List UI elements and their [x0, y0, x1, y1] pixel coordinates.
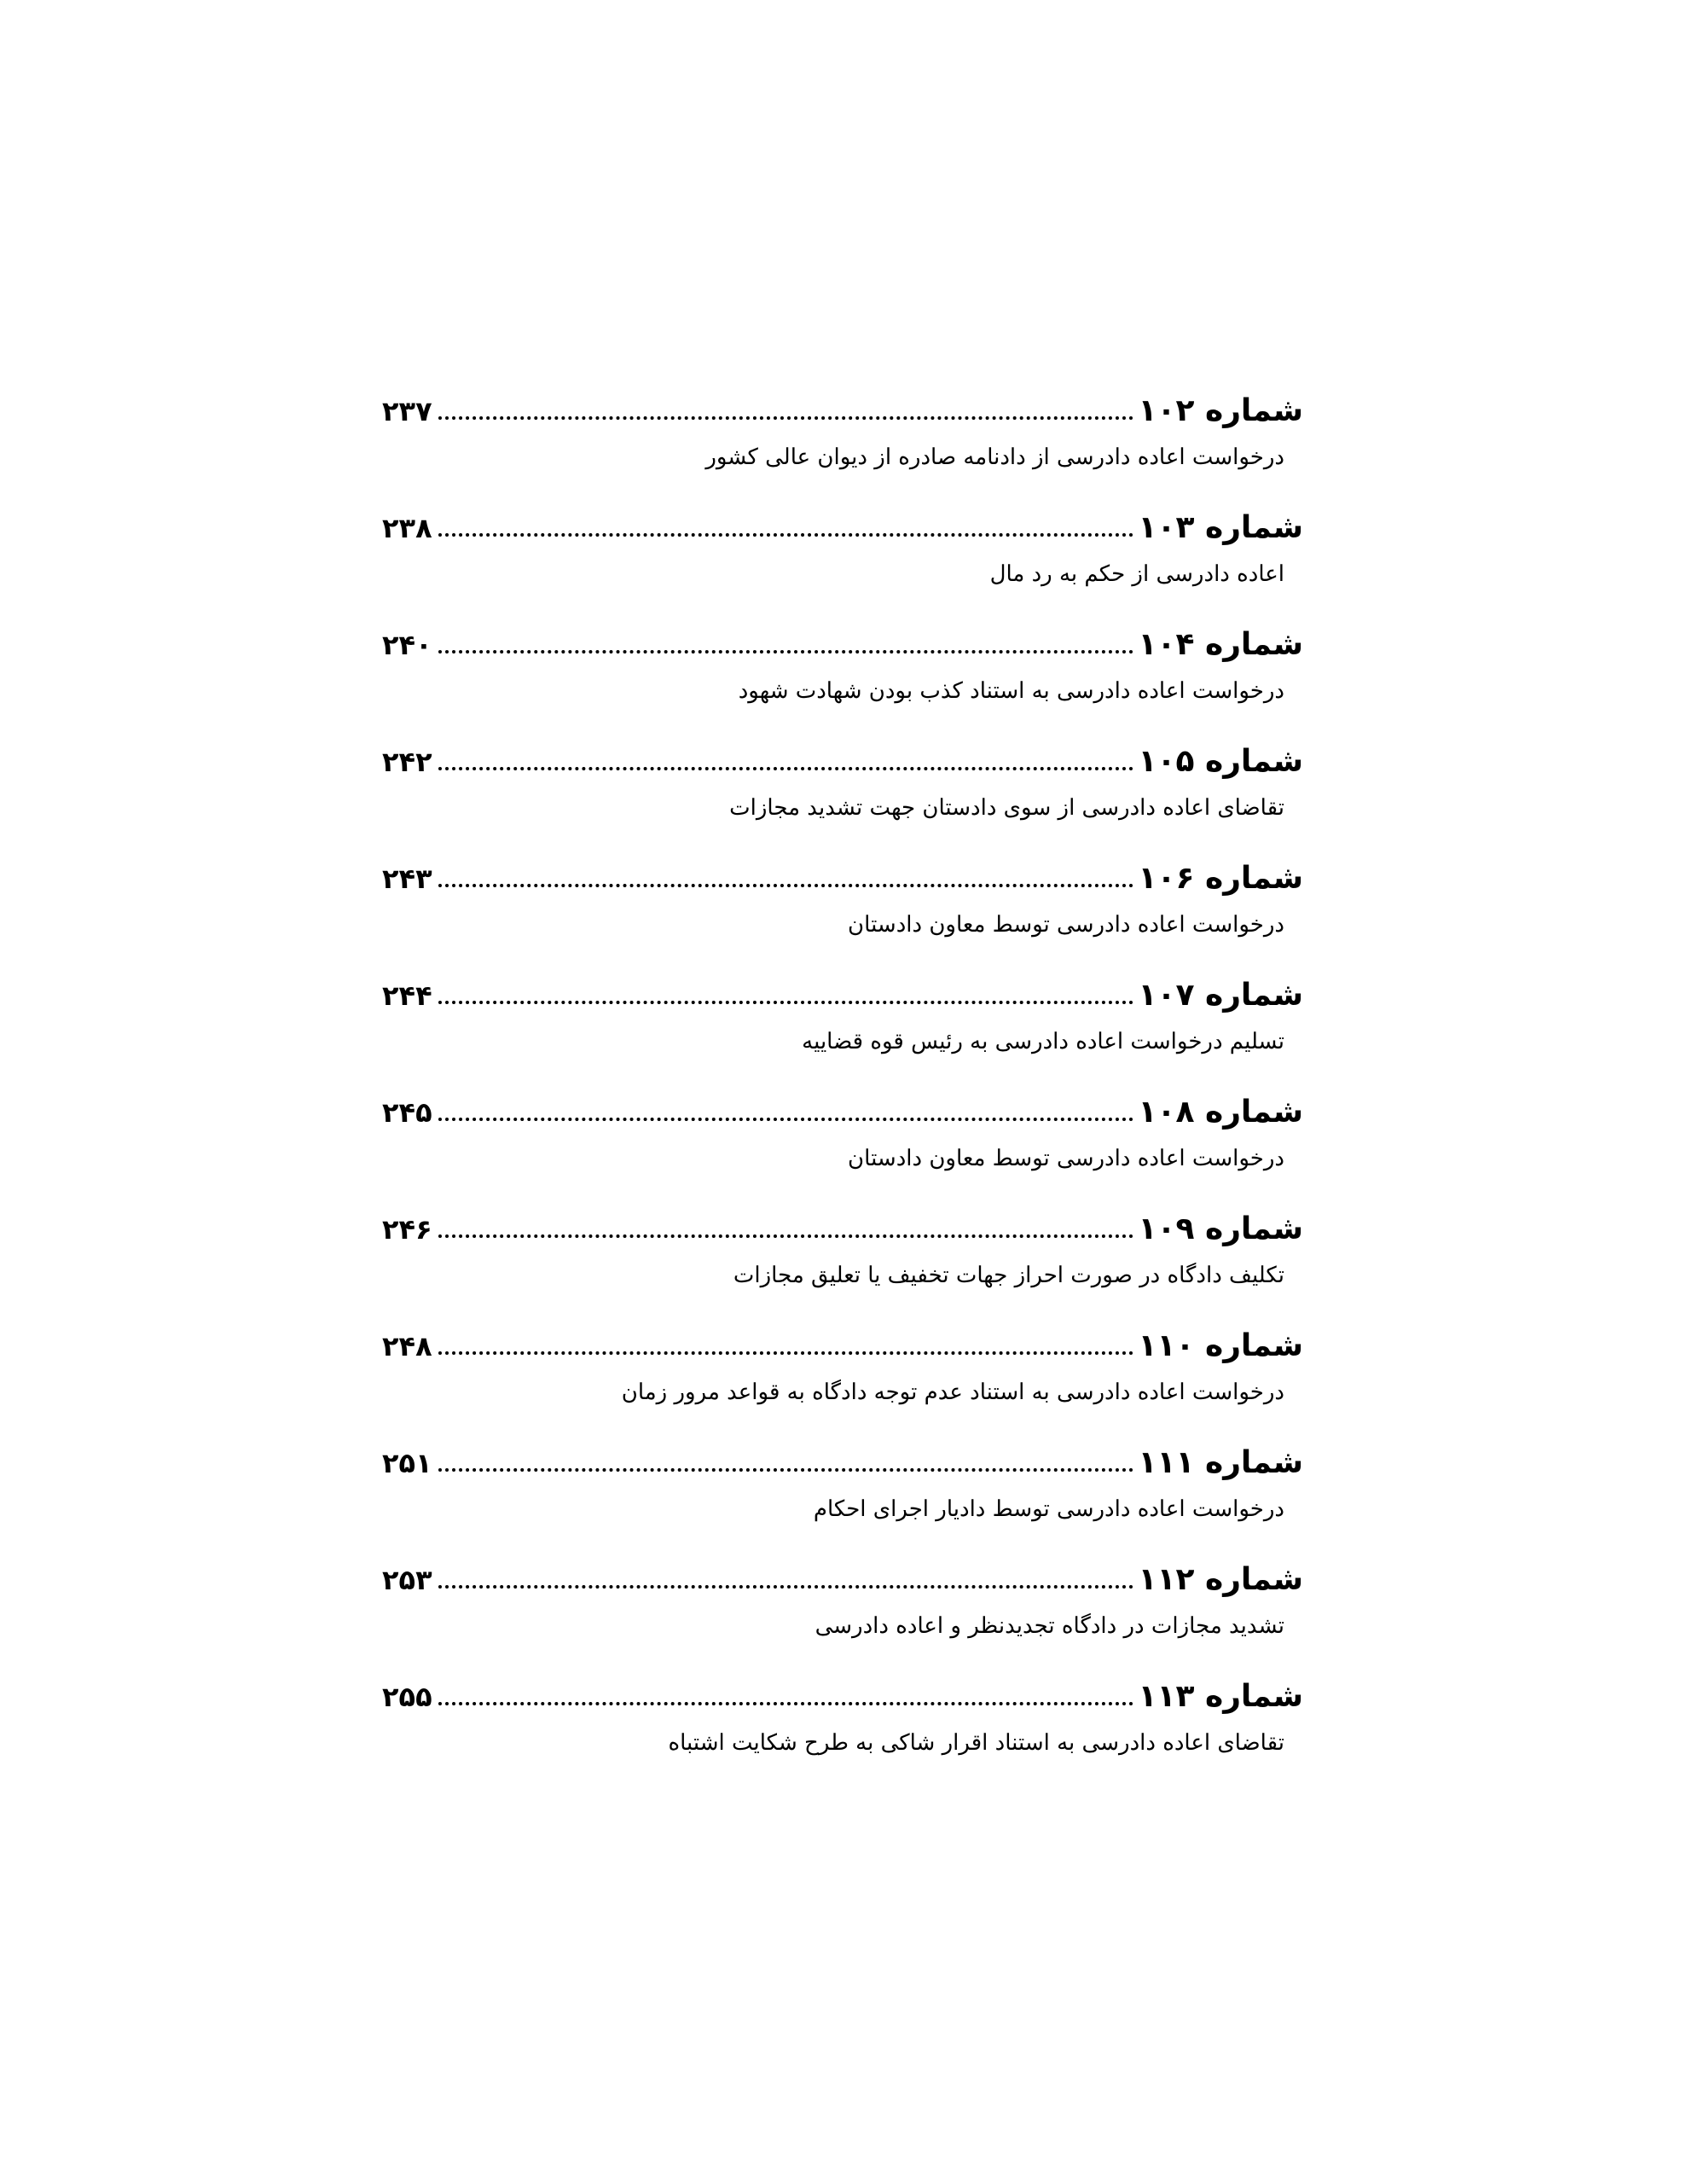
dot-leader — [438, 735, 1133, 770]
toc-page-number: ۲۴۵ — [382, 1096, 432, 1129]
toc-entry-heading — [382, 1202, 1303, 1257]
toc-entry — [382, 1085, 1303, 1202]
toc-entry-description: تقاضای اعاده دادرسی به استناد اقرار شاکی به طرح شکایت اشتباه — [668, 1730, 1284, 1756]
dot-leader — [438, 968, 1133, 1004]
toc-entry-description: درخواست اعاده دادرسی توسط معاون دادستان — [848, 1146, 1284, 1171]
table-of-contents — [382, 384, 1303, 1786]
toc-entry-description: اعاده دادرسی از حکم به رد مال — [989, 561, 1284, 587]
toc-entry-description: درخواست اعاده دادرسی توسط دادیار اجرای احکام — [813, 1496, 1284, 1522]
toc-page-number: ۲۴۰ — [382, 629, 432, 661]
dot-leader — [438, 1202, 1133, 1238]
toc-entry — [382, 968, 1303, 1085]
toc-entry — [382, 618, 1303, 735]
toc-entry-title: شماره ۱۱۰ — [1138, 1328, 1303, 1363]
toc-entry-title: شماره ۱۰۳ — [1138, 510, 1303, 545]
toc-page-number: ۲۴۳ — [382, 863, 432, 895]
toc-entry-title: شماره ۱۰۲ — [1138, 393, 1303, 428]
toc-entry-description: تکلیف دادگاه در صورت احراز جهات تخفیف یا تعلیق مجازات — [733, 1263, 1284, 1288]
dot-leader — [438, 1319, 1133, 1355]
toc-entry-title: شماره ۱۰۷ — [1138, 978, 1303, 1013]
toc-entry-heading — [382, 1436, 1303, 1490]
toc-entry-title: شماره ۱۰۸ — [1138, 1095, 1303, 1130]
toc-entry-description: تشدید مجازات در دادگاه تجدیدنظر و اعاده دادرسی — [815, 1613, 1284, 1639]
toc-entry-heading — [382, 1085, 1303, 1140]
toc-entry-title: شماره ۱۰۴ — [1138, 627, 1303, 662]
toc-page-number: ۲۵۱ — [382, 1447, 432, 1479]
toc-entry — [382, 1670, 1303, 1786]
dot-leader — [438, 618, 1133, 653]
toc-entry-title: شماره ۱۰۵ — [1138, 744, 1303, 779]
toc-entry-title: شماره ۱۱۲ — [1138, 1562, 1303, 1597]
toc-page-number: ۲۴۶ — [382, 1213, 432, 1246]
toc-entry-description: تسلیم درخواست اعاده دادرسی به رئیس قوه قضاییه — [802, 1029, 1284, 1054]
toc-entry-heading — [382, 851, 1303, 906]
toc-entry — [382, 1319, 1303, 1436]
toc-entry-title: شماره ۱۰۹ — [1138, 1211, 1303, 1246]
toc-entry-title: شماره ۱۱۱ — [1138, 1445, 1303, 1480]
toc-entry-description: درخواست اعاده دادرسی به استناد کذب بودن شهادت شهود — [738, 678, 1284, 704]
toc-entry — [382, 384, 1303, 501]
toc-page-number: ۲۳۸ — [382, 512, 432, 544]
toc-entry-title: شماره ۱۱۳ — [1138, 1679, 1303, 1714]
toc-entry-description: درخواست اعاده دادرسی به استناد عدم توجه دادگاه به قواعد مرور زمان — [621, 1380, 1284, 1405]
toc-entry-heading — [382, 384, 1303, 439]
toc-entry-heading — [382, 501, 1303, 555]
toc-entry-heading — [382, 1319, 1303, 1374]
toc-entry-heading — [382, 1670, 1303, 1724]
toc-entry-title: شماره ۱۰۶ — [1138, 861, 1303, 896]
dot-leader — [438, 501, 1133, 537]
toc-entry-heading — [382, 618, 1303, 672]
toc-page-number: ۲۳۷ — [382, 395, 432, 427]
toc-page-number: ۲۴۴ — [382, 979, 432, 1012]
toc-entry — [382, 1436, 1303, 1553]
toc-entry-heading — [382, 735, 1303, 789]
toc-entry — [382, 735, 1303, 851]
dot-leader — [438, 1670, 1133, 1705]
dot-leader — [438, 384, 1133, 420]
toc-entry — [382, 501, 1303, 618]
dot-leader — [438, 1085, 1133, 1121]
toc-page-number: ۲۴۲ — [382, 746, 432, 778]
toc-entry-description: درخواست اعاده دادرسی از دادنامه صادره از دیوان عالی کشور — [705, 444, 1284, 470]
dot-leader — [438, 851, 1133, 887]
toc-entry-description: تقاضای اعاده دادرسی از سوی دادستان جهت تشدید مجازات — [729, 795, 1284, 821]
dot-leader — [438, 1436, 1133, 1472]
toc-entry — [382, 1553, 1303, 1670]
toc-page-number: ۲۴۸ — [382, 1330, 432, 1362]
toc-entry — [382, 851, 1303, 968]
toc-entry-heading — [382, 1553, 1303, 1607]
toc-entry-heading — [382, 968, 1303, 1023]
toc-entry — [382, 1202, 1303, 1319]
dot-leader — [438, 1553, 1133, 1589]
toc-page-number: ۲۵۳ — [382, 1564, 432, 1596]
toc-entry-description: درخواست اعاده دادرسی توسط معاون دادستان — [848, 912, 1284, 938]
toc-page-number: ۲۵۵ — [382, 1681, 432, 1713]
